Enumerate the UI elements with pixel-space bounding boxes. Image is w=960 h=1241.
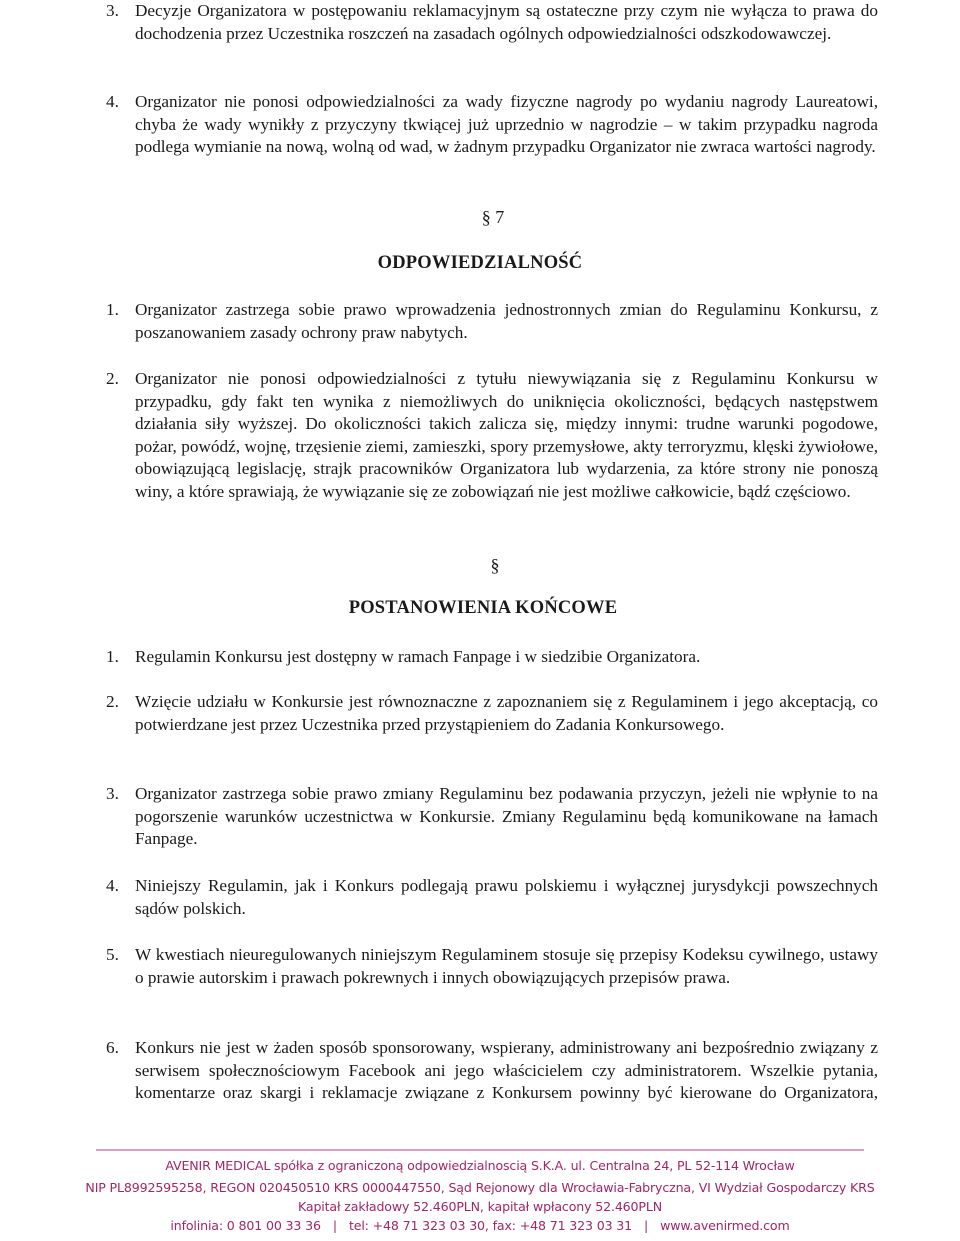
list-item [106,1037,878,1105]
item-text: Organizator nie ponosi odpowiedzialności za wady fizyczne nagrody po wydaniu nagrody Laureatowi, chyba że wady wynikły z przyczyny tkwiącej już uprzednio w nagrodzie – w takim przypadku nagroda podlega wymianie na nową, wolną od wad, w żadnym przypadku Organizator nie zwraca wartości nagrody. [135,92,878,157]
item-number: 3. [106,784,119,803]
item-text: Konkurs nie jest w żaden sposób sponsorowany, wspierany, administrowany ani bezpośrednio związany z serwisem społecznościowym Facebook ani jego właścicielem czy administratorem. Wszelkie pytania, komentarze oraz skargi i reklamacje związane z Konkursem powinny być kierowane do Organizatora, [135,1038,878,1103]
footer-separator: | [332,1218,337,1233]
list-item [106,691,878,736]
item-number: 4. [106,92,119,111]
item-text: Decyzje Organizatora w postępowaniu reklamacyjnym są ostateczne przy czym nie wyłącza to prawa do dochodzenia przez Uczestnika roszczeń na zasadach ogólnych odpowiedzialności odszkodowawczej. [135,1,878,43]
item-text: W kwestiach nieuregulowanych niniejszym Regulaminem stosuje się przepisy Kodeksu cywilnego, ustawy o prawie autorskim i prawach pokrewnych i innych obowiązujących przepisów prawa. [135,945,878,987]
footer-website-link[interactable]: www.avenirmed.com [660,1218,790,1233]
item-text: Organizator nie ponosi odpowiedzialności z tytułu niewywiązania się z Regulaminu Konkursu w przypadku, gdy fakt ten wynika z niemożliwych do uniknięcia okoliczności, będących następstwem działania siły wyższej. Do okoliczności takich zalicza się, między innymi: trudne warunki pogodowe, pożar, powódź, wojnę, trzęsienie ziemi, zamieszki, spory przemysłowe, akty terroryzmu, klęski żywiołowe, obowiązującą legislację, strajk pracowników Organizatora lub wydarzenia, za które strony nie ponoszą winy, a które sprawiają, że wywiązanie się ze zobowiązań nie jest możliwe całkowicie, bądź częściowo. [135,369,878,501]
list-item [106,875,878,920]
section-symbol: § [490,555,500,575]
item-number: 1. [106,647,119,666]
footer-registration: NIP PL8992595258, REGON 020450510 KRS 0000447550, Sąd Rejonowy dla Wrocławia-Fabryczna, VI Wydział Gospodarczy KRS [85,1180,875,1195]
list-item [106,368,878,504]
item-number: 5. [106,945,119,964]
footer-hotline: infolinia: 0 801 00 33 36 [170,1218,321,1233]
item-number: 6. [106,1038,119,1057]
footer-contact [0,1218,960,1233]
list-item [106,783,878,851]
item-text: Organizator zastrzega sobie prawo wprowadzenia jednostronnych zmian do Regulaminu Konkursu, z poszanowaniem zasady ochrony praw nabytych. [135,300,878,342]
item-number: 1. [106,300,119,319]
item-text: Wzięcie udziału w Konkursie jest równoznaczne z zapoznaniem się z Regulaminem i jego akceptacją, co potwierdzane jest przez Uczestnika przed przystąpieniem do Zadania Konkursowego. [135,692,878,734]
item-number: 2. [106,369,119,388]
list-item [106,944,878,989]
list-item [106,646,878,669]
item-number: 2. [106,692,119,711]
item-number: 3. [106,1,119,20]
list-item [106,0,878,45]
section-symbol: § 7 [481,207,505,227]
item-text: Niniejszy Regulamin, jak i Konkurs podlegają prawu polskiemu i wyłącznej jurysdykcji powszechnych sądów polskich. [135,876,878,918]
section-title: POSTANOWIENIA KOŃCOWE [348,598,618,618]
item-text: Organizator zastrzega sobie prawo zmiany Regulaminu bez podawania przyczyn, jeżeli nie wpłynie to na pogorszenie warunków uczestnictwa w Konkursie. Zmiany Regulaminu będą komunikowane na łamach Fanpage. [135,784,878,849]
section-title: ODPOWIEDZIALNOŚĆ [377,253,583,273]
list-item [106,91,878,159]
item-number: 4. [106,876,119,895]
list-item [106,299,878,344]
footer-capital: Kapitał zakładowy 52.460PLN, kapitał wpłacony 52.460PLN [298,1199,662,1214]
footer-company: AVENIR MEDICAL spółka z ograniczoną odpowiedzialnoscią S.K.A. ul. Centralna 24, PL 52-114 Wrocław [165,1158,795,1173]
footer-separator: | [644,1218,649,1233]
item-text: Regulamin Konkursu jest dostępny w ramach Fanpage i w siedzibie Organizatora. [135,647,701,666]
footer-phone: tel: +48 71 323 03 30, fax: +48 71 323 03 31 [348,1218,633,1233]
footer-divider [96,1149,864,1151]
